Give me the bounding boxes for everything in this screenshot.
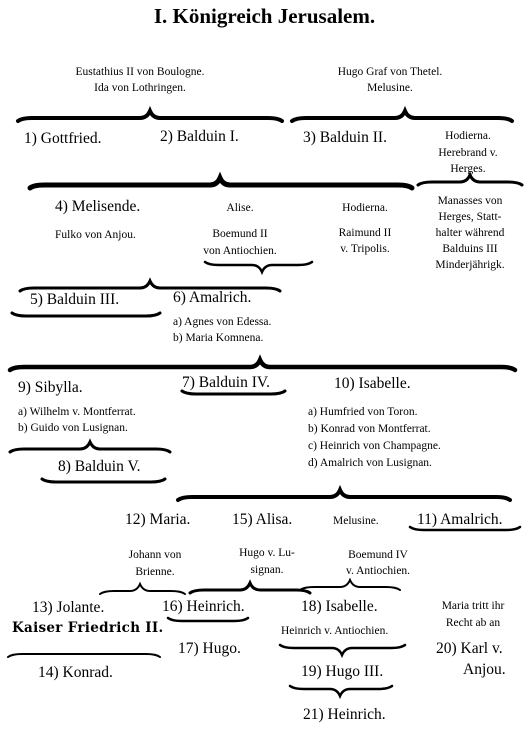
person-hodierna-2: Hodierna. <box>342 202 388 214</box>
spouse-humfried: a) Humfried von Toron. <box>308 406 418 418</box>
person-boemund-2: Boemund II <box>212 228 268 240</box>
person-melusine-2: Melusine. <box>333 515 379 527</box>
ruler-amalrich-2: 11) Amalrich. <box>417 511 503 528</box>
ruler-balduin-5: 8) Balduin V. <box>58 458 141 475</box>
brace-3 <box>418 175 522 185</box>
ruler-balduin-2: 3) Balduin II. <box>303 129 387 146</box>
person-alisa: 15) Alisa. <box>232 511 293 528</box>
person-raimund-2: Raimund II <box>338 227 392 239</box>
spouse-konrad-montferrat: b) Konrad von Montferrat. <box>308 423 431 435</box>
brace-1 <box>292 111 512 121</box>
ruler-isabelle-18: 18) Isabelle. <box>301 598 378 615</box>
brace-18 <box>290 686 392 696</box>
person-fulko: Fulko von Anjou. <box>55 229 136 241</box>
ruler-balduin-1: 2) Balduin I. <box>160 128 239 145</box>
person-hugo-lusignan: Hugo v. Lu- <box>239 547 295 559</box>
person-herebrand: Herebrand v. <box>438 147 498 159</box>
person-boemund-4: Boemund IV <box>348 549 408 561</box>
note-maria-line-1: Maria tritt ihr <box>441 600 505 612</box>
brace-9 <box>10 442 170 452</box>
note-manasses-line-1: Manasses von <box>437 195 503 207</box>
brace-19 <box>8 654 160 657</box>
brace-0 <box>18 111 282 121</box>
brace-14 <box>190 583 310 593</box>
ruler-amalrich: 6) Amalrich. <box>173 289 252 306</box>
brace-13 <box>100 584 185 594</box>
spouse-guido: b) Guido von Lusignan. <box>18 422 128 434</box>
person-boemund-4-antiochien: v. Antiochien. <box>345 565 411 577</box>
spouse-amalrich-lusignan: d) Amalrich von Lusignan. <box>308 457 432 469</box>
note-manasses-line-3: halter während <box>435 227 505 239</box>
ancestor-ida: Ida von Lothringen. <box>94 82 186 94</box>
person-boemund-2-antiochien: von Antiochien. <box>203 245 277 257</box>
brace-10 <box>42 479 165 482</box>
page-title: I. Königreich Jerusalem. <box>153 4 376 28</box>
ruler-karl-anjou: Anjou. <box>463 661 506 678</box>
note-manasses-line-5: Minderjährigk. <box>435 259 505 271</box>
brace-4 <box>205 262 312 272</box>
ruler-jolante: 13) Jolante. <box>32 599 105 616</box>
brace-7 <box>10 360 515 370</box>
person-hodierna: Hodierna. <box>445 130 491 142</box>
note-manasses-line-4: Balduins III <box>442 243 498 255</box>
ruler-heinrich-16: 16) Heinrich. <box>162 598 245 615</box>
ancestor-eustathius: Eustathius II von Boulogne. <box>75 66 205 78</box>
ruler-hugo-19: 19) Hugo III. <box>301 663 384 680</box>
ruler-gottfried: 1) Gottfried. <box>24 130 102 147</box>
spouse-kaiser-friedrich: Kaiser Friedrich II. <box>12 620 164 636</box>
person-maria: 12) Maria. <box>125 511 191 528</box>
ruler-konrad-14: 14) Konrad. <box>38 664 113 681</box>
ancestor-hugo-thetel: Hugo Graf von Thetel. <box>337 66 443 78</box>
ruler-sibylla: 9) Sibylla. <box>18 379 83 396</box>
person-herges: Herges. <box>450 163 486 175</box>
brace-2 <box>30 178 412 188</box>
ancestor-melusine: Melusine. <box>367 82 413 94</box>
ruler-melisende: 4) Melisende. <box>55 198 141 215</box>
brace-11 <box>178 490 510 500</box>
spouse-wilhelm: a) Wilhelm v. Montferrat. <box>18 406 136 418</box>
brace-17 <box>280 645 405 655</box>
brace-5 <box>12 313 160 316</box>
person-johann-brienne: Brienne. <box>135 566 175 578</box>
person-raimund-2-tripolis: v. Tripolis. <box>340 243 390 255</box>
note-manasses-line-2: Herges, Statt- <box>438 211 502 223</box>
note-maria-line-2: Recht ab an <box>445 617 501 629</box>
spouse-agnes: a) Agnes von Edessa. <box>173 316 272 328</box>
ruler-hugo-17: 17) Hugo. <box>178 640 241 657</box>
brace-16 <box>168 618 248 621</box>
person-johann: Johann von <box>128 549 182 561</box>
spouse-maria-komnena: b) Maria Komnena. <box>173 332 264 344</box>
ruler-heinrich-21: 21) Heinrich. <box>303 706 386 723</box>
ruler-balduin-4: 7) Balduin IV. <box>182 374 270 391</box>
ruler-karl: 20) Karl v. <box>436 640 503 657</box>
spouse-heinrich-antiochien: Heinrich v. Antiochien. <box>281 625 389 637</box>
person-alise: Alise. <box>226 202 254 214</box>
ruler-balduin-3: 5) Balduin III. <box>30 291 120 308</box>
ruler-isabelle: 10) Isabelle. <box>334 375 411 392</box>
brace-15 <box>300 580 400 590</box>
person-hugo-lusignan-2: signan. <box>250 564 284 576</box>
spouse-heinrich-champagne: c) Heinrich von Champagne. <box>308 440 441 452</box>
